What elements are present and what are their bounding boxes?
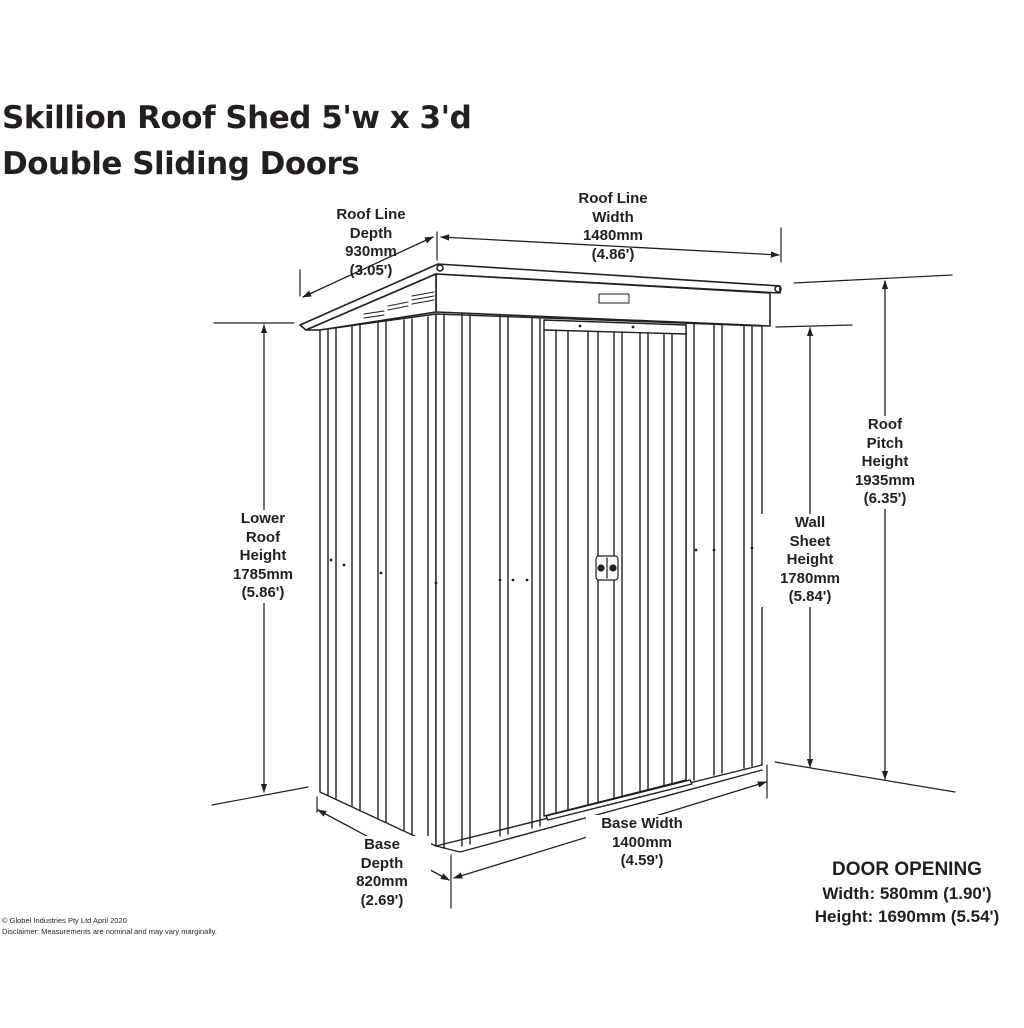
door-opening-heading: DOOR OPENING bbox=[832, 859, 982, 880]
door-opening-width: Width: 580mm (1.90') bbox=[822, 884, 992, 903]
wall-sheet-height-label: Wall Sheet Height 1780mm (5.84') bbox=[761, 514, 859, 607]
door-opening-spec bbox=[792, 858, 1022, 928]
diagram-title: Skillion Roof Shed 5'w x 3'd bbox=[2, 100, 472, 136]
shed-side-wall bbox=[320, 314, 436, 846]
disclaimer-note: Disclaimer: Measurements are nominal and may vary marginally. bbox=[2, 927, 217, 936]
roof-line-width-label: Roof Line Width 1480mm (4.86') bbox=[578, 190, 648, 263]
copyright-note: © Globel Industries Pty Ltd April 2020 bbox=[2, 916, 127, 925]
roof-line-depth-label: Roof Line Depth 930mm (3.05') bbox=[336, 206, 406, 279]
roof-pitch-height-label: Roof Pitch Height 1935mm (6.35') bbox=[836, 416, 934, 509]
diagram-subtitle: Double Sliding Doors bbox=[2, 146, 360, 182]
base-width-label: Base Width 1400mm (4.59') bbox=[586, 815, 698, 871]
door-handle bbox=[596, 556, 618, 580]
door-opening-height: Height: 1690mm (5.54') bbox=[814, 907, 1000, 926]
lower-roof-height-label: Lower Roof Height 1785mm (5.86') bbox=[214, 510, 312, 603]
base-depth-label: Base Depth 820mm (2.69') bbox=[333, 836, 431, 910]
